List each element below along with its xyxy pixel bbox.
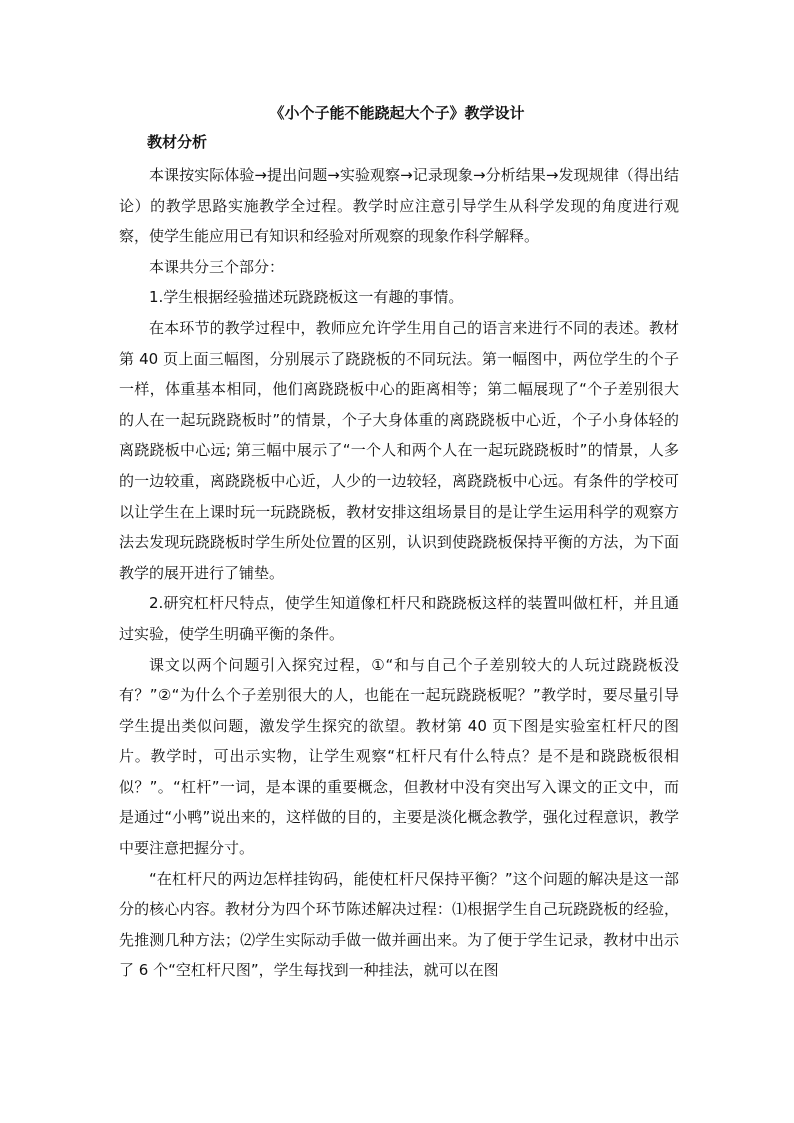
document-body	[119, 160, 679, 986]
paragraph: 1.学生根据经验描述玩跷跷板这一有趣的事情。	[149, 288, 464, 307]
paragraph: “在杠杆尺的两边怎样挂钩码，能使杠杆尺保持平衡？”这个问题的解决是这一部分的核心内容。教材分为四个环节陈述解决过程：⑴根据学生自己玩跷跷板的经验，先推测几种方法；⑵学生实际动手做一做并画出来。为了便于学生记录，教材中出示了 6 个“空杠杆尺图”，学生每找到一种挂法，就可以在图	[119, 869, 679, 980]
paragraph: 在本环节的教学过程中，教师应允许学生用自己的语言来进行不同的表述。教材第 40 页上面三幅图，分别展示了跷跷板的不同玩法。第一幅图中，两位学生的个子一样，体重基本相同，他们离跷跷板中心的距离相等；第二幅展现了“个子差别很大的人在一起玩跷跷板时”的情景，个子大身体重的离跷跷板中心近，个子小身体轻的离跷跷板中心远; 第三幅中展示了“一个人和两个人在一起玩跷跷板时”的情景，人多的一边较重，离跷跷板中心近，人少的一边较轻，离跷跷板中心远。有条件的学校可以让学生在上课时玩一玩跷跷板，教材安排这组场景目的是让学生运用科学的观察方法去发现玩跷跷板时学生所处位置的区别，认识到使跷跷板保持平衡的方法，为下面教学的展开进行了铺垫。	[119, 318, 679, 582]
paragraph: 本课共分三个部分：	[149, 257, 285, 276]
paragraph: 2.研究杠杆尺特点，使学生知道像杠杆尺和跷跷板这样的装置叫做杠杆，并且通过实验，使学生明确平衡的条件。	[119, 594, 679, 643]
section-heading: 教材分析	[147, 133, 208, 151]
document-title: 《小个子能不能跷起大个子》教学设计	[269, 104, 525, 122]
paragraph: 课文以两个问题引入探究过程，①“和与自己个子差别较大的人玩过跷跷板没有？”②“为什么个子差别很大的人，也能在一起玩跷跷板呢？”教学时，要尽量引导学生提出类似问题，激发学生探究的欲望。教材第 40 页下图是实验室杠杆尺的图片。教学时，可出示实物，让学生观察“杠杆尺有什么特点？是不是和跷跷板很相似？”。“杠杆”一词，是本课的重要概念，但教材中没有突出写入课文的正文中，而是通过“小鸭”说出来的，这样做的目的，主要是淡化概念教学，强化过程意识，教学中要注意把握分寸。	[119, 655, 679, 858]
paragraph: 本课按实际体验→提出问题→实验观察→记录现象→分析结果→发现规律（得出结论）的教学思路实施教学全过程。教学时应注意引导学生从科学发现的角度进行观察，使学生能应用已有知识和经验对所观察的现象作科学解释。	[119, 166, 679, 246]
